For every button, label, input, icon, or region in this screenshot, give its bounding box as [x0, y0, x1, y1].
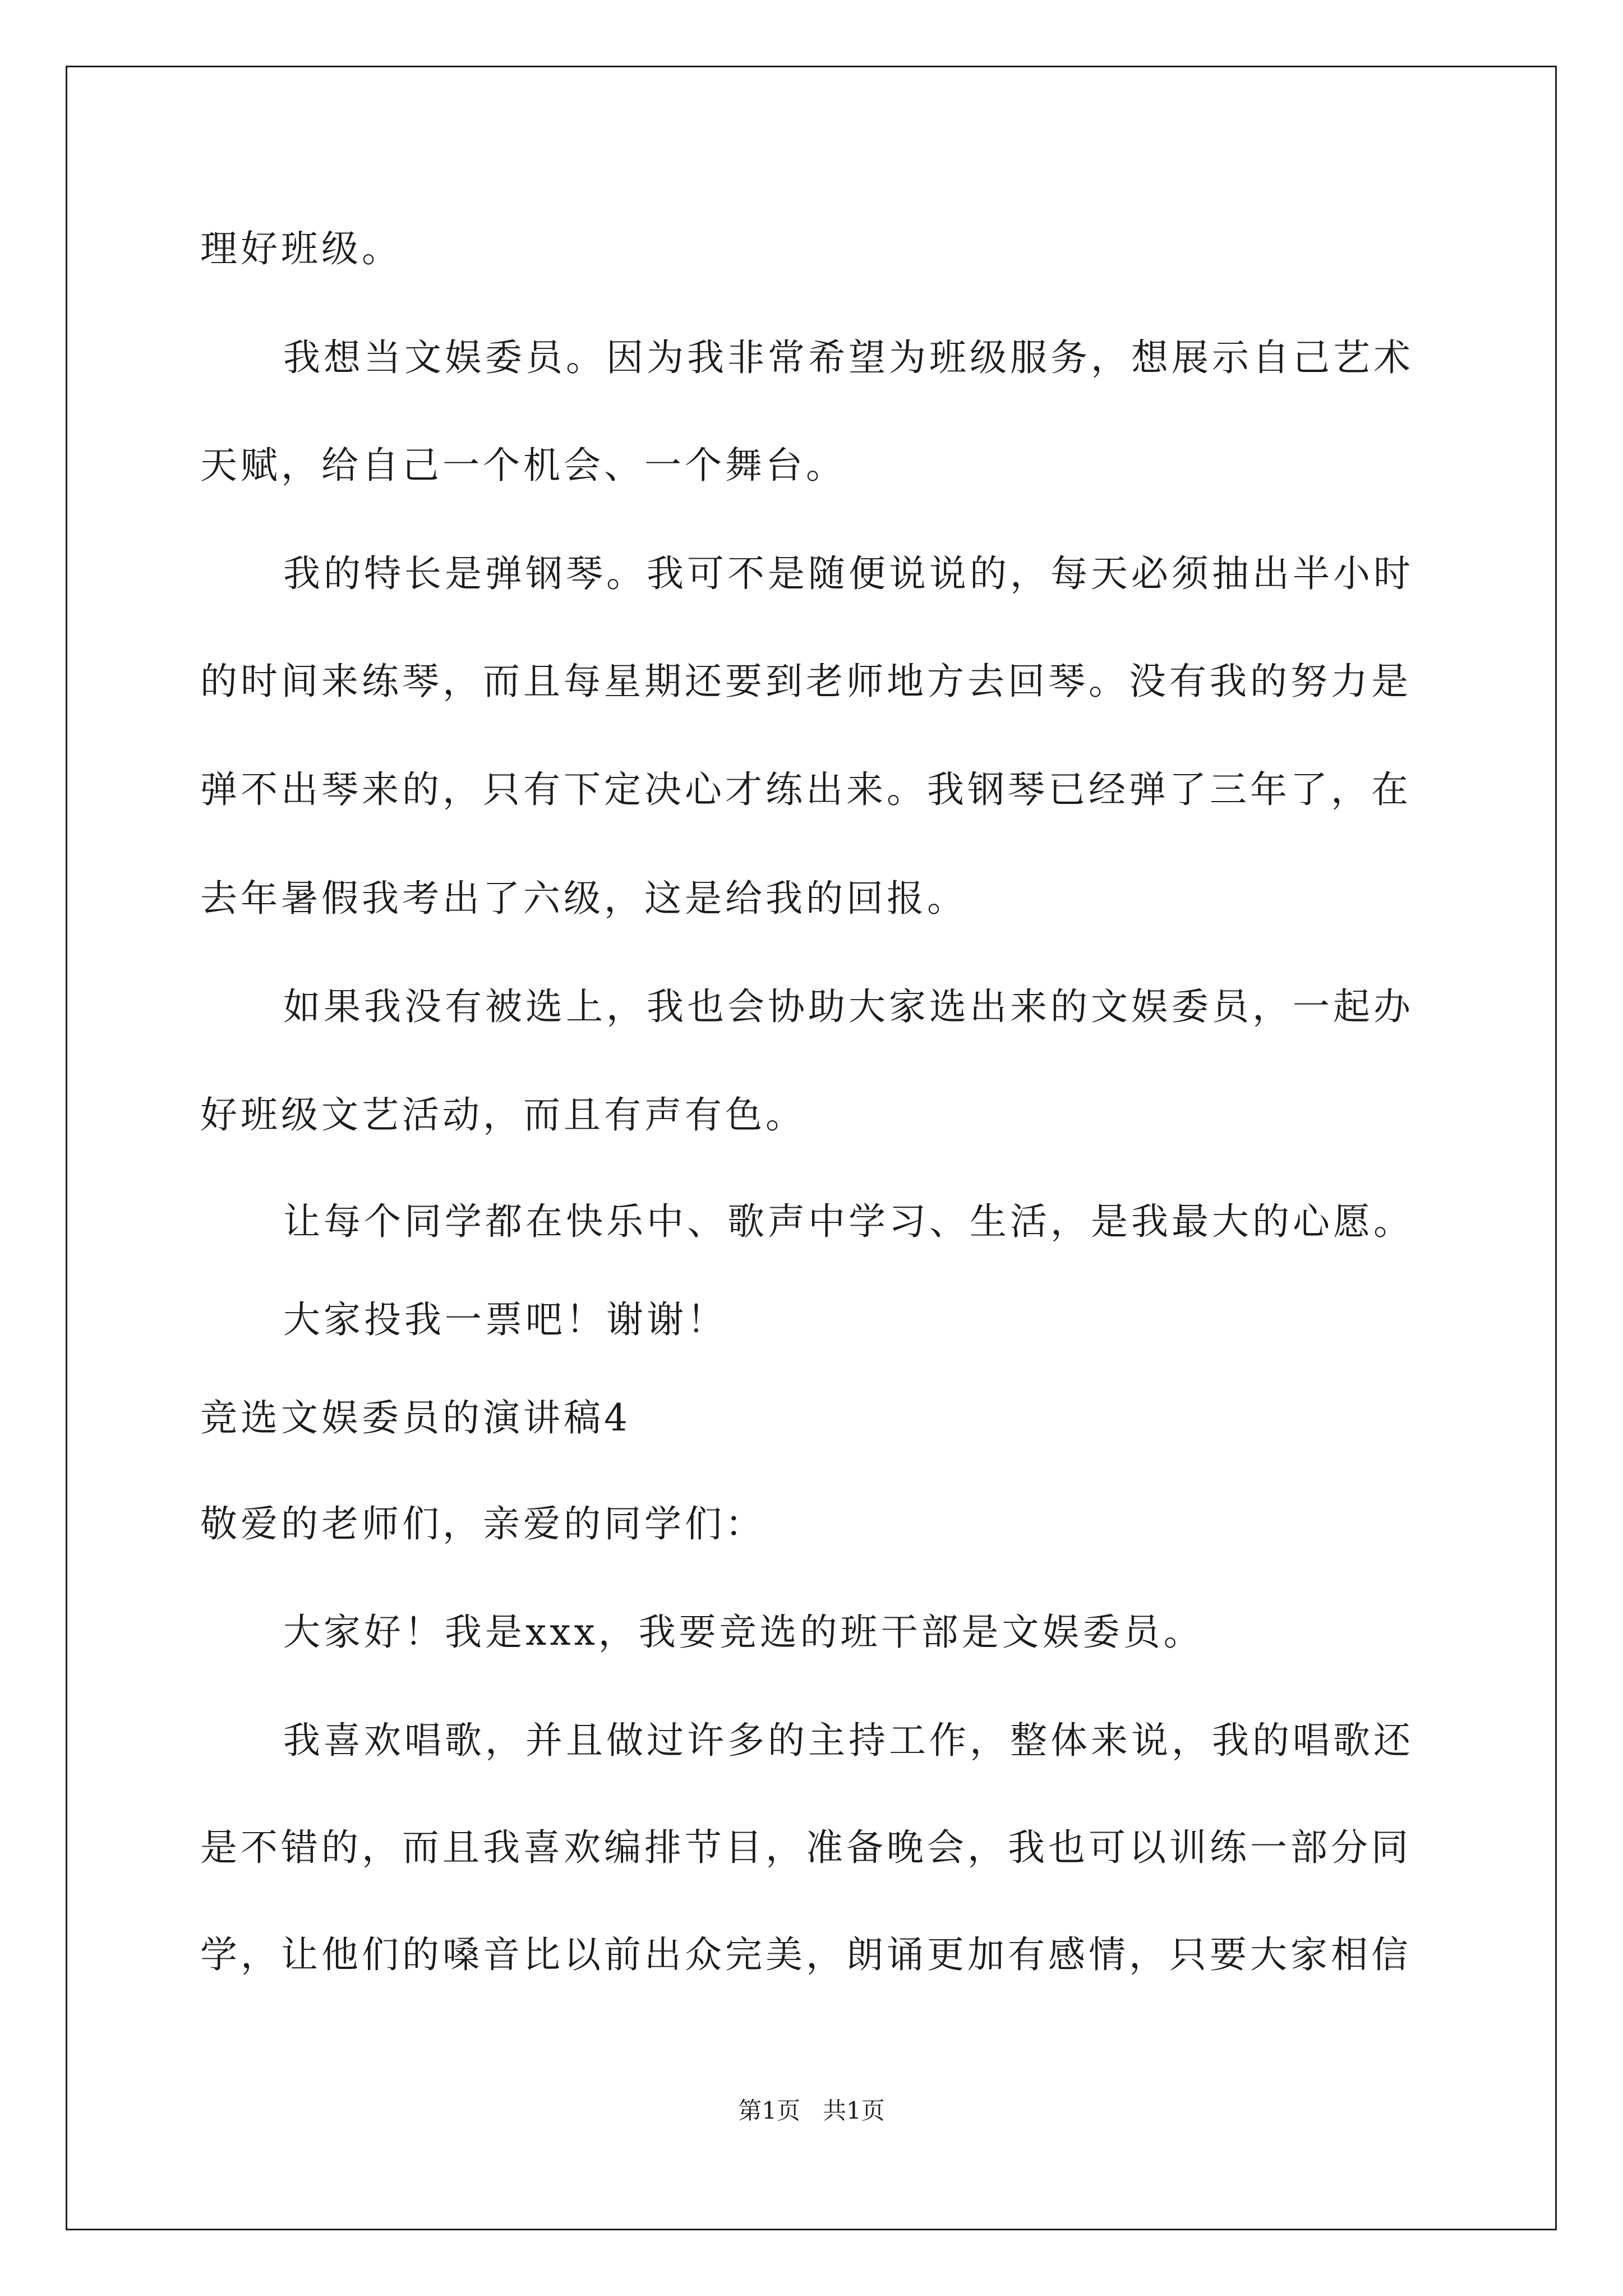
text-line: 天赋，给自己一个机会、一个舞台。 [200, 444, 846, 487]
page-number: 第1页 [738, 2097, 800, 2124]
text-line: 我喜欢唱歌，并且做过许多的主持工作，整体来说，我的唱歌还 [283, 1719, 1414, 1762]
text-line: 去年暑假我考出了六级，这是给我的回报。 [200, 877, 967, 920]
text-line: 是不错的，而且我喜欢编排节目，准备晚会，我也可以训练一部分同 [200, 1826, 1412, 1869]
salutation: 敬爱的老师们，亲爱的同学们： [200, 1502, 766, 1545]
page-border [66, 66, 1557, 2230]
text-line: 的时间来练琴，而且每星期还要到老师地方去回琴。没有我的努力是 [200, 660, 1412, 703]
text-line: 如果我没有被选上，我也会协助大家选出来的文娱委员，一起办 [283, 985, 1414, 1028]
page-footer [0, 2097, 1623, 2125]
text-line: 大家好！我是xxx，我要竞选的班干部是文娱委员。 [283, 1611, 1204, 1654]
text-line: 弹不出琴来的，只有下定决心才练出来。我钢琴已经弹了三年了，在 [200, 768, 1412, 811]
section-title: 竞选文娱委员的演讲稿4 [200, 1396, 631, 1439]
text-line: 大家投我一票吧！谢谢！ [283, 1298, 727, 1341]
text-line: 我的特长是弹钢琴。我可不是随便说说的，每天必须抽出半小时 [283, 552, 1414, 595]
page-total: 共1页 [823, 2097, 885, 2124]
text-line: 让每个同学都在快乐中、歌声中学习、生活，是我最大的心愿。 [283, 1200, 1414, 1243]
text-line: 我想当文娱委员。因为我非常希望为班级服务，想展示自己艺术 [283, 336, 1414, 379]
text-line: 理好班级。 [200, 227, 402, 270]
text-line: 学，让他们的嗓音比以前出众完美，朗诵更加有感情，只要大家相信 [200, 1933, 1412, 1976]
text-line: 好班级文艺活动，而且有声有色。 [200, 1093, 806, 1137]
